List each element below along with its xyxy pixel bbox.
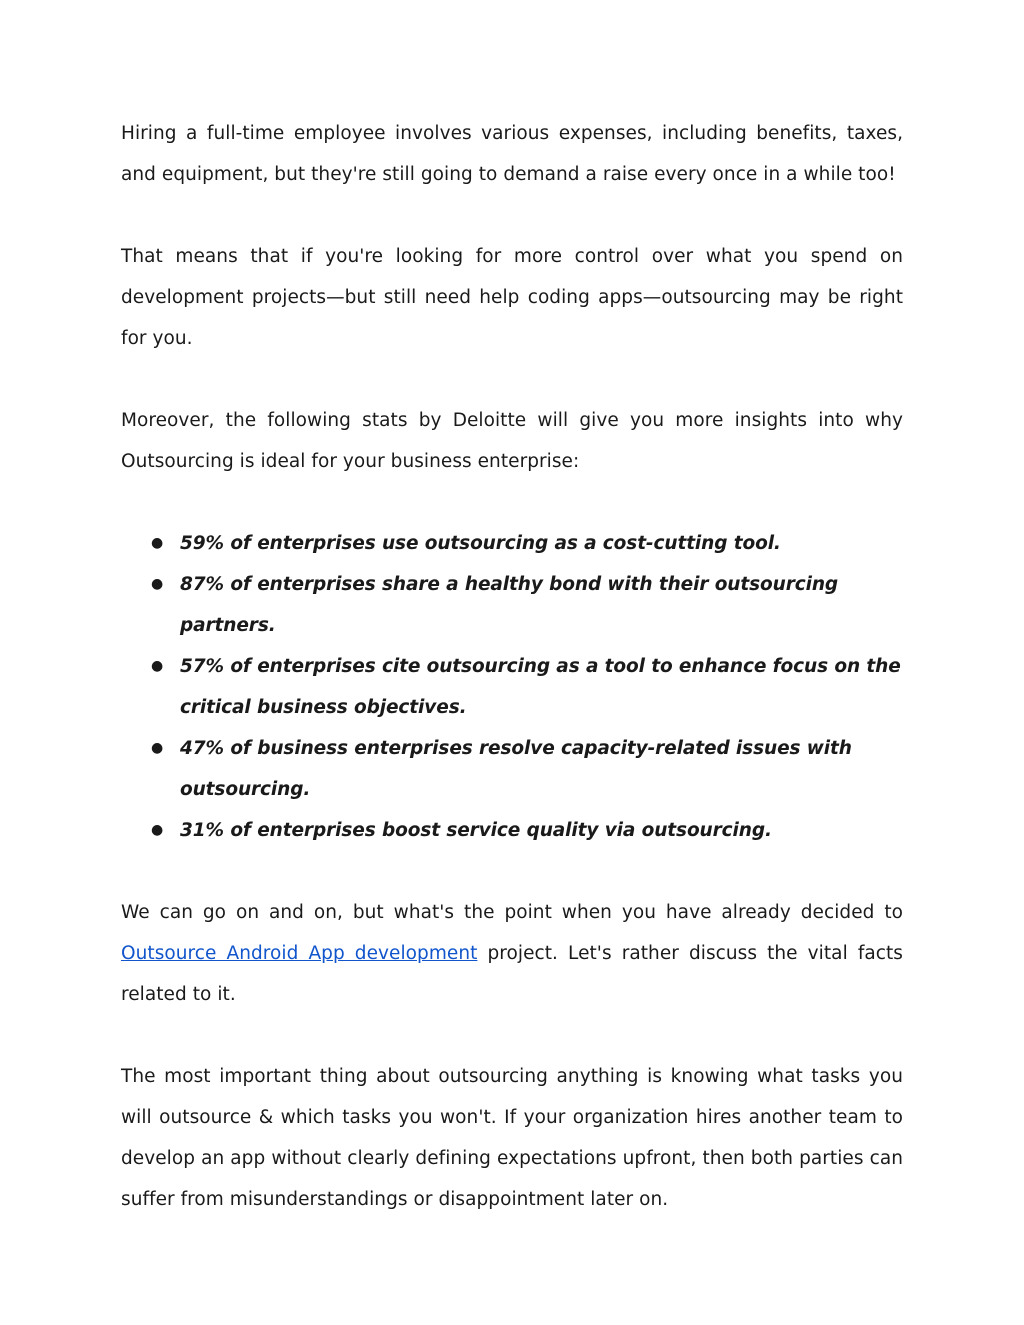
stats-item-text: 87% of enterprises share a healthy bond with their outsourcing partners. <box>180 574 839 636</box>
stats-list-item <box>121 523 903 564</box>
paragraph-deloitte-intro: Moreover, the following stats by Deloitte will give you more insights into why Outsourcing is ideal for your business enterprise: <box>121 410 903 472</box>
stats-list-item <box>121 564 903 646</box>
paragraph-text-before-link: We can go on and on, but what's the point when you have already decided to <box>121 902 903 923</box>
paragraph-control-spending: That means that if you're looking for more control over what you spend on development projects—but still need help coding apps—outsourcing may be right for you. <box>121 246 903 349</box>
bullet-icon: ● <box>151 535 164 551</box>
stats-item-text: 47% of business enterprises resolve capacity-related issues with outsourcing. <box>180 738 852 800</box>
bullet-icon: ● <box>151 576 164 592</box>
stats-list-item <box>121 646 903 728</box>
paragraph-text-after-link: project. Let's rather discuss the vital facts related to it. <box>121 943 903 1005</box>
stats-item-text: 59% of enterprises use outsourcing as a cost-cutting tool. <box>180 533 781 554</box>
paragraph-outsource-android <box>121 892 903 1015</box>
bullet-icon: ● <box>151 822 164 838</box>
document-body <box>121 113 903 1220</box>
stats-item-text: 57% of enterprises cite outsourcing as a tool to enhance focus on the critical business objectives. <box>180 656 901 718</box>
stats-item-text: 31% of enterprises boost service quality via outsourcing. <box>180 820 772 841</box>
paragraph-spacer <box>121 359 903 400</box>
paragraph-defining-tasks: The most important thing about outsourcing anything is knowing what tasks you will outsource & which tasks you won't. If your organization hires another team to develop an app without clearly defining expectations upfront, then both parties can suffer from misunderstandings or disappointment later on. <box>121 1066 903 1210</box>
stats-list <box>121 523 903 851</box>
bullet-icon: ● <box>151 740 164 756</box>
paragraph-spacer <box>121 482 903 523</box>
bullet-icon: ● <box>151 658 164 674</box>
outsource-android-app-development-link[interactable]: Outsource Android App development <box>121 943 478 964</box>
stats-list-item <box>121 810 903 851</box>
paragraph-spacer <box>121 1015 903 1056</box>
paragraph-spacer <box>121 851 903 892</box>
paragraph-hiring-costs: Hiring a full-time employee involves various expenses, including benefits, taxes, and equipment, but they're still going to demand a raise every once in a while too! <box>121 123 903 185</box>
stats-list-item <box>121 728 903 810</box>
paragraph-spacer <box>121 195 903 236</box>
